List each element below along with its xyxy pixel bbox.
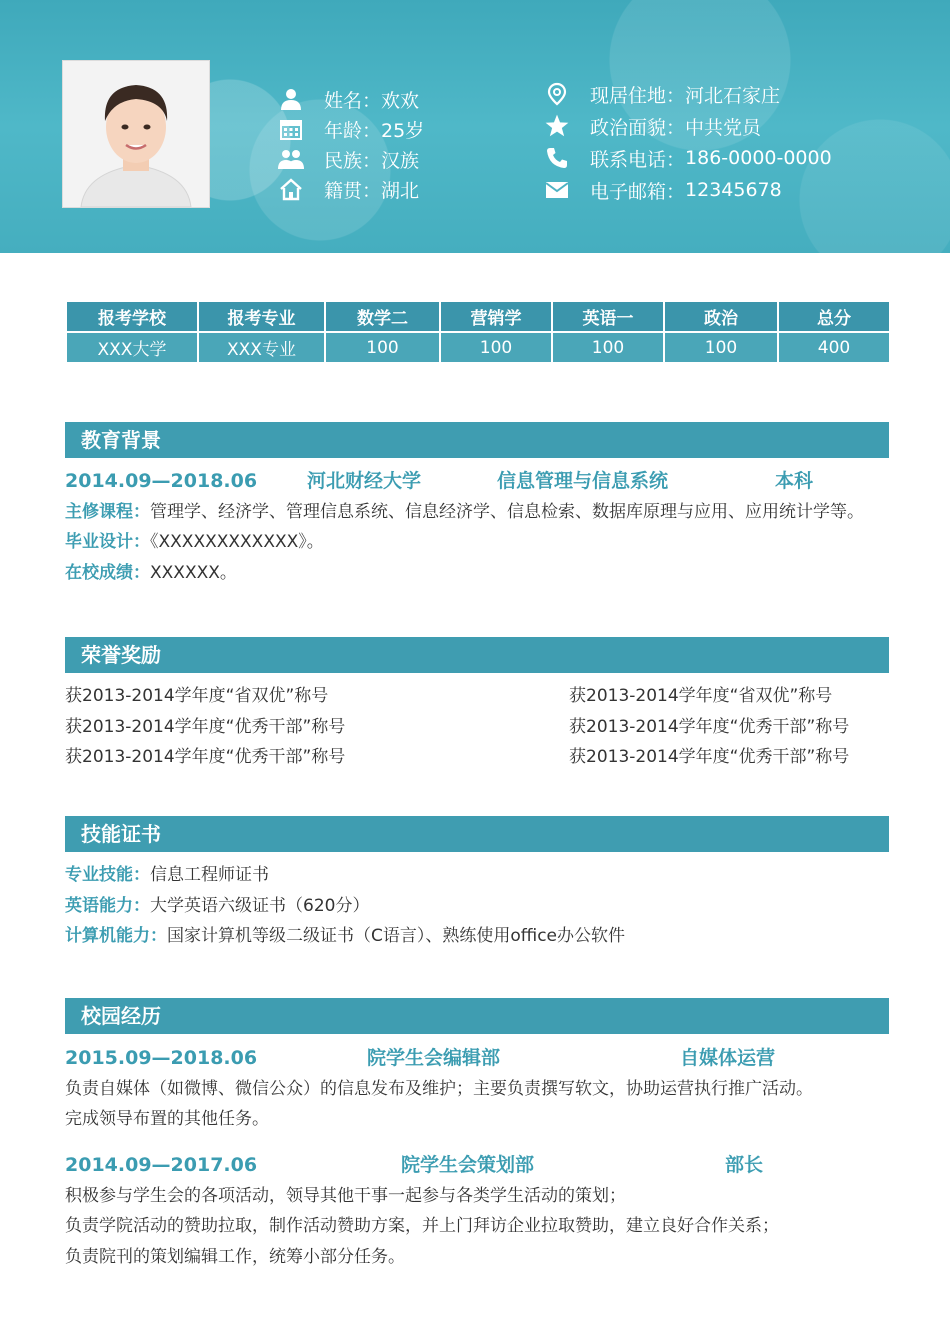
honor-item: 获2013-2014学年度“优秀干部”称号 — [569, 747, 850, 767]
info-email: 电子邮箱： 12345678 — [544, 175, 782, 205]
profile-photo — [62, 60, 210, 208]
score-value-cell: XXX专业 — [198, 332, 325, 363]
score-value-row — [66, 332, 890, 363]
education-major: 信息管理与信息系统 — [497, 470, 669, 492]
info-politics: 政治面貌： 中共党员 — [544, 111, 761, 141]
avatar — [63, 61, 209, 207]
phone-icon — [544, 145, 570, 171]
section-title-skills: 技能证书 — [65, 816, 889, 852]
section-title-honors: 荣誉奖励 — [65, 637, 889, 673]
education-school: 河北财经大学 — [307, 470, 422, 492]
campus-entry-header — [65, 1151, 889, 1179]
skill-item: 计算机能力：国家计算机等级二级证书（C语言）、熟练使用office办公软件 — [65, 926, 626, 946]
campus-line: 负责学院活动的赞助拉取，制作活动赞助方案，并上门拜访企业拉取赞助，建立良好合作关系； — [65, 1216, 779, 1236]
campus-entry-header — [65, 1044, 889, 1072]
education-degree: 本科 — [775, 470, 814, 492]
skill-item: 英语能力：大学英语六级证书（620分） — [65, 896, 370, 916]
info-ethnicity: 民族： 汉族 — [278, 144, 419, 174]
education-courses: 主修课程：管理学、经济学、管理信息系统、信息经济学、信息检索、数据库原理与应用、应用统计学等。 — [65, 502, 864, 522]
honor-item: 获2013-2014学年度“省双优”称号 — [569, 686, 833, 706]
score-value-cell: 400 — [778, 332, 890, 363]
ethnicity-value: 汉族 — [381, 149, 420, 172]
campus-line: 负责院刊的策划编辑工作，统筹小部分任务。 — [65, 1247, 405, 1267]
campus-org: 院学生会编辑部 — [367, 1047, 501, 1069]
info-name: 姓名： 欢欢 — [278, 84, 419, 114]
age-value: 25岁 — [381, 119, 425, 142]
score-header-cell: 营销学 — [440, 301, 552, 332]
score-header-cell: 政治 — [664, 301, 778, 332]
name-value: 欢欢 — [381, 89, 420, 112]
mail-icon — [544, 177, 570, 203]
info-residence: 现居住地： 河北石家庄 — [544, 79, 780, 109]
politics-value: 中共党员 — [685, 116, 762, 139]
honor-item: 获2013-2014学年度“省双优”称号 — [65, 686, 329, 706]
section-title-campus: 校园经历 — [65, 998, 889, 1034]
info-origin: 籍贯： 湖北 — [278, 174, 419, 204]
education-grades: 在校成绩：XXXXXX。 — [65, 563, 237, 583]
score-header-cell: 报考专业 — [198, 301, 325, 332]
group-icon — [278, 146, 304, 172]
score-value-cell: XXX大学 — [66, 332, 198, 363]
campus-org: 院学生会策划部 — [401, 1154, 535, 1176]
header-banner — [0, 0, 950, 253]
home-icon — [278, 176, 304, 202]
phone-value: 186-0000-0000 — [685, 147, 832, 169]
star-icon — [544, 113, 570, 139]
campus-role: 部长 — [725, 1154, 764, 1176]
section-title-education: 教育背景 — [65, 422, 889, 458]
info-age: 年龄： 25岁 — [278, 114, 424, 144]
location-pin-icon — [544, 81, 570, 107]
score-header-cell: 数学二 — [325, 301, 440, 332]
calendar-icon — [278, 116, 304, 142]
honor-item: 获2013-2014学年度“优秀干部”称号 — [65, 747, 346, 767]
honor-item: 获2013-2014学年度“优秀干部”称号 — [569, 717, 850, 737]
info-phone: 联系电话： 186-0000-0000 — [544, 143, 832, 173]
score-value-cell: 100 — [552, 332, 664, 363]
score-header-cell: 总分 — [778, 301, 890, 332]
campus-role: 自媒体运营 — [680, 1047, 776, 1069]
score-header-row — [66, 301, 890, 332]
score-value-cell: 100 — [440, 332, 552, 363]
campus-period: 2015.09—2018.06 — [65, 1047, 258, 1069]
score-value-cell: 100 — [664, 332, 778, 363]
education-header-row — [65, 467, 889, 495]
campus-period: 2014.09—2017.06 — [65, 1154, 258, 1176]
origin-value: 湖北 — [381, 179, 420, 202]
skill-item: 专业技能：信息工程师证书 — [65, 865, 269, 885]
education-thesis: 毕业设计：《XXXXXXXXXXXX》。 — [65, 532, 324, 552]
education-period: 2014.09—2018.06 — [65, 470, 258, 492]
email-value: 12345678 — [685, 179, 782, 201]
score-table — [65, 300, 891, 364]
person-icon — [278, 86, 304, 112]
campus-line: 积极参与学生会的各项活动，领导其他干事一起参与各类学生活动的策划； — [65, 1186, 626, 1206]
residence-value: 河北石家庄 — [685, 84, 781, 107]
campus-line: 完成领导布置的其他任务。 — [65, 1109, 269, 1129]
score-value-cell: 100 — [325, 332, 440, 363]
campus-line: 负责自媒体（如微博、微信公众）的信息发布及维护；主要负责撰写软文，协助运营执行推广活动。 — [65, 1079, 813, 1099]
score-header-cell: 英语一 — [552, 301, 664, 332]
honor-item: 获2013-2014学年度“优秀干部”称号 — [65, 717, 346, 737]
score-header-cell: 报考学校 — [66, 301, 198, 332]
